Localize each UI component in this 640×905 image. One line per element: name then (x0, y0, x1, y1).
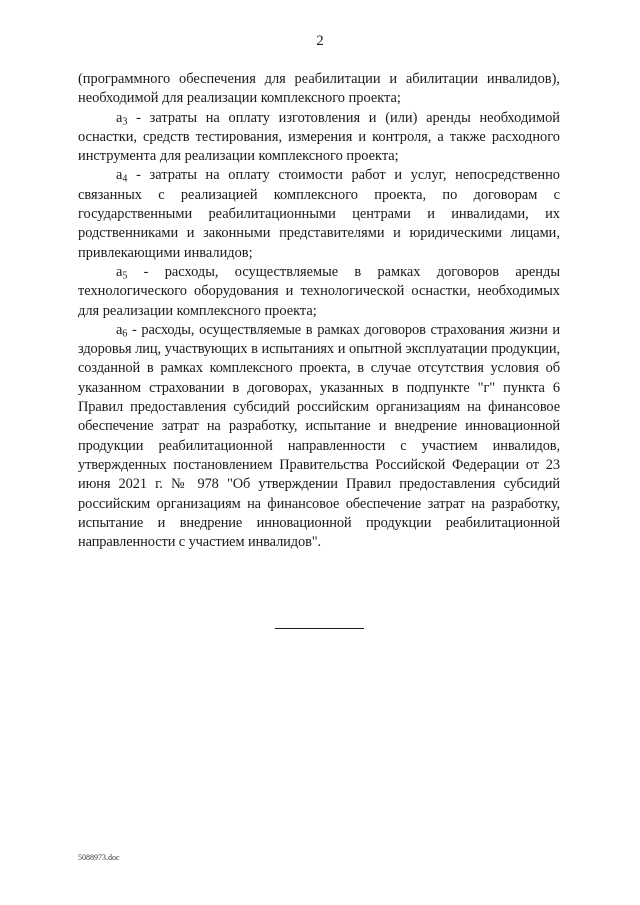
paragraph-text: - расходы, осуществляемые в рамках договоров аренды технологического оборудования и технологической оснастки, необходимых для реализации комплексного проекта; (78, 263, 560, 319)
page-number: 2 (316, 33, 324, 49)
end-separator-line (275, 628, 364, 629)
document-body (78, 70, 560, 552)
paragraph-a4 (78, 166, 560, 262)
item-marker: a (116, 167, 123, 184)
item-marker-subscript: 3 (122, 116, 128, 128)
item-marker-subscript: 5 (122, 270, 128, 282)
paragraph-a3 (78, 109, 560, 167)
item-marker: a (116, 321, 123, 338)
paragraph-a6 (78, 321, 560, 553)
item-marker-subscript: 4 (122, 174, 128, 185)
item-marker: a (116, 263, 123, 280)
item-marker-subscript: 6 (122, 328, 128, 340)
paragraph-continuation (78, 70, 560, 109)
paragraph-a5 (78, 263, 560, 321)
document-file-id: 5088973.doc (78, 853, 120, 862)
paragraph-text: - затраты на оплату стоимости работ и услуг, непосредственно связанных с реализацией комплексного проекта, по договорам с государственными реабилитационными центрами и инвалидами, их родственниками и законными представителями и юридическими лицами, привлекающими инвалидов; (78, 167, 560, 261)
item-marker: a (116, 109, 123, 126)
paragraph-text: (программного обеспечения для реабилитации и абилитации инвалидов), необходимой для реализации комплексного проекта; (78, 71, 560, 107)
paragraph-text: - расходы, осуществляемые в рамках договоров страхования жизни и здоровья лиц, участвующих в испытаниях и опытной эксплуатации продукции, созданной в рамках комплексного проекта, в случае отсутствия условия об указанном страховании в договорах, указанных в подпункте "г" пункта 6 Правил предоставления субсидий российским организациям на финансовое обеспечение затрат на разработку, испытание и внедрение инновационной продукции реабилитационной направленности с участием инвалидов, утвержденных постановлением Правительства Российской Федерации от 23 июня 2021 г. № 978 "Об утверждении Правил предоставления субсидий российским организациям на финансовое обеспечение затрат на разработку, испытание и внедрение инновационной продукции реабилитационной направленности с участием инвалидов". (78, 321, 560, 551)
paragraph-text: - затраты на оплату изготовления и (или) аренды необходимой оснастки, средств тестирования, измерения и контроля, а также расходного инструмента для реализации комплексного проекта; (78, 109, 560, 165)
